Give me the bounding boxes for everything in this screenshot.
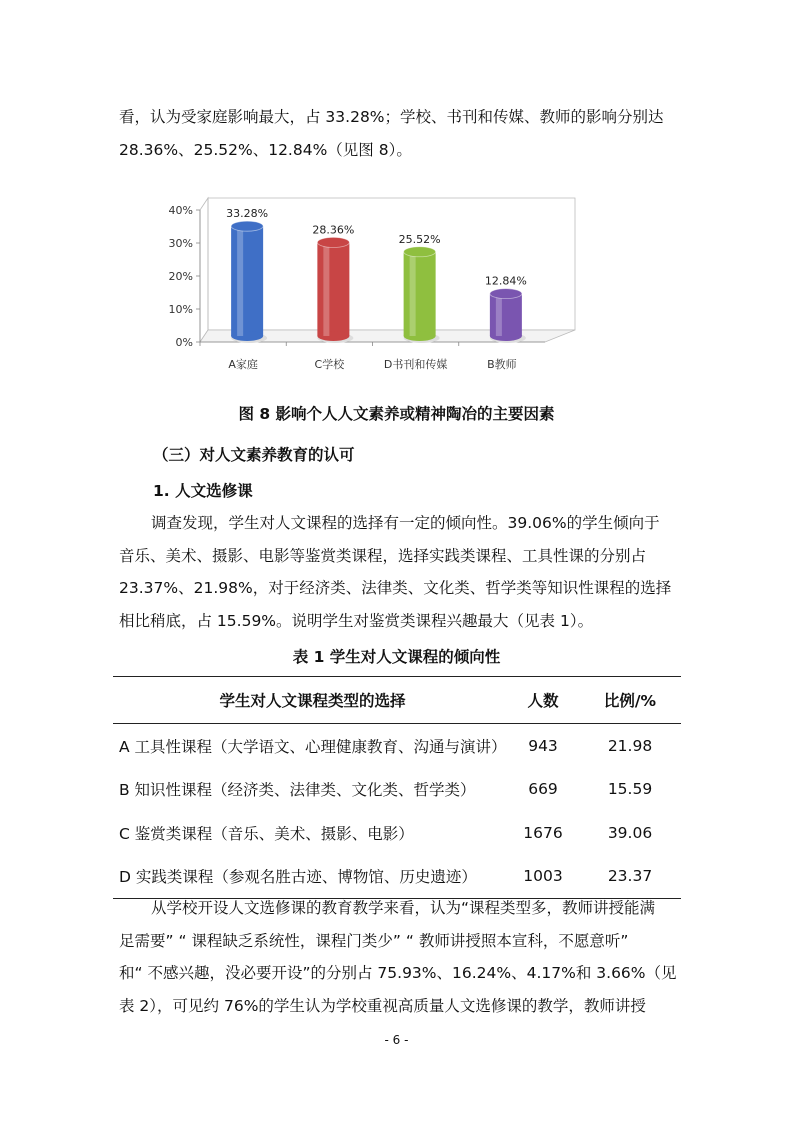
bar-top: [490, 289, 522, 299]
bar-base: [231, 331, 263, 341]
y-tick-label: 20%: [168, 270, 193, 283]
table-cell-percent: 23.37: [579, 855, 681, 899]
data-label: 12.84%: [484, 274, 527, 288]
preference-table: [113, 676, 681, 899]
text-line: 28.36%、25.52%、12.84%（见图 8）。: [119, 140, 412, 159]
data-label: 25.52%: [398, 232, 441, 246]
bar: [317, 242, 349, 336]
subsection-heading: 1. 人文选修课: [153, 482, 253, 500]
text-line: 从学校开设人文选修课的教育教学来看，认为“课程类型多，教师讲授能满: [151, 899, 656, 917]
table-cell-percent: 39.06: [607, 823, 653, 842]
text-line: 23.37%、21.98%，对于经济类、法律类、文化类、哲学类等知识性课程的选择: [119, 579, 672, 597]
table-row: [113, 768, 681, 812]
section-heading: （三）对人文素养教育的认可: [153, 446, 355, 464]
table-cell-percent: 15.59: [607, 780, 653, 799]
table-header-row: [113, 677, 681, 724]
y-tick-label: 40%: [168, 204, 193, 217]
bar-highlight: [237, 226, 243, 336]
table-cell-choice: B 知识性课程（经济类、法律类、文化类、哲学类）: [119, 781, 476, 800]
table-cell-percent: 21.98: [607, 736, 653, 755]
data-label: 33.28%: [226, 207, 269, 221]
bar-base: [490, 331, 522, 341]
table-row: [113, 811, 681, 855]
y-tick-label: 10%: [168, 303, 193, 316]
bar: [404, 252, 436, 336]
data-label: 28.36%: [312, 223, 355, 237]
page-number: - 6 -: [384, 1033, 409, 1047]
bar-highlight: [323, 242, 329, 336]
table-cell-count: 669: [528, 780, 558, 799]
y-tick-label: 0%: [175, 336, 193, 349]
text-line: 表 2），可见约 76%的学生认为学校重视高质量人文选修课的教学，教师讲授: [119, 996, 646, 1015]
text-line: 调查发现，学生对人文课程的选择有一定的倾向性。39.06%的学生倾向于: [151, 514, 660, 532]
column-header-choice: 学生对人文课程类型的选择: [113, 677, 507, 724]
column-header-percent: 比例/%: [579, 677, 681, 724]
text-line: 相比稍底，占 15.59%。说明学生对鉴赏类课程兴趣最大（见表 1）。: [119, 611, 594, 630]
body-paragraph-1: [119, 507, 679, 637]
text-line: 足需要” “ 课程缺乏系统性，课程门类少” “ 教师讲授照本宣科，不愿意听”: [119, 931, 629, 950]
bar-top: [404, 247, 436, 257]
category-label: D书刊和传媒: [383, 358, 448, 371]
body-paragraph-2: [119, 892, 679, 1022]
bar-top: [231, 221, 263, 231]
column-header-count: 人数: [507, 677, 579, 724]
category-label: C学校: [314, 358, 345, 371]
text-line: 音乐、美术、摄影、电影等鉴赏类课程，选择实践类课程、工具性课的分别占: [119, 546, 647, 565]
text-line: 和“ 不感兴趣，没必要开设”的分别占 75.93%、16.24%、4.17%和 3.66%（见: [119, 964, 677, 982]
bar-base: [317, 331, 349, 341]
bar-highlight: [496, 294, 502, 336]
table-caption: 表 1 学生对人文课程的倾向性: [292, 648, 501, 666]
text-line: 看，认为受家庭影响最大，占 33.28%；学校、书刊和传媒、教师的影响分别达: [119, 108, 664, 126]
bar: [231, 226, 263, 336]
table-cell-choice: A 工具性课程（大学语文、心理健康教育、沟通与演讲）: [119, 737, 507, 756]
table-cell-count: 1003: [507, 855, 579, 899]
table-cell-choice: D 实践类课程（参观名胜古迹、博物馆、历史遗迹）: [113, 855, 507, 899]
intro-paragraph: [119, 101, 679, 166]
bar-chart: [160, 190, 600, 385]
bar-highlight: [410, 252, 416, 336]
table-cell-count: 943: [528, 736, 558, 755]
table-row: [113, 724, 681, 768]
table-cell-choice: C 鉴赏类课程（音乐、美术、摄影、电影）: [119, 824, 414, 843]
y-tick-label: 30%: [168, 237, 193, 250]
bar: [490, 294, 522, 336]
bar-top: [317, 237, 349, 247]
figure-caption: 图 8 影响个人人文素养或精神陶冶的主要因素: [238, 405, 555, 423]
table-cell-count: 1676: [523, 823, 563, 842]
category-label: B教师: [487, 358, 517, 371]
category-label: A家庭: [228, 358, 258, 371]
bar-base: [404, 331, 436, 341]
